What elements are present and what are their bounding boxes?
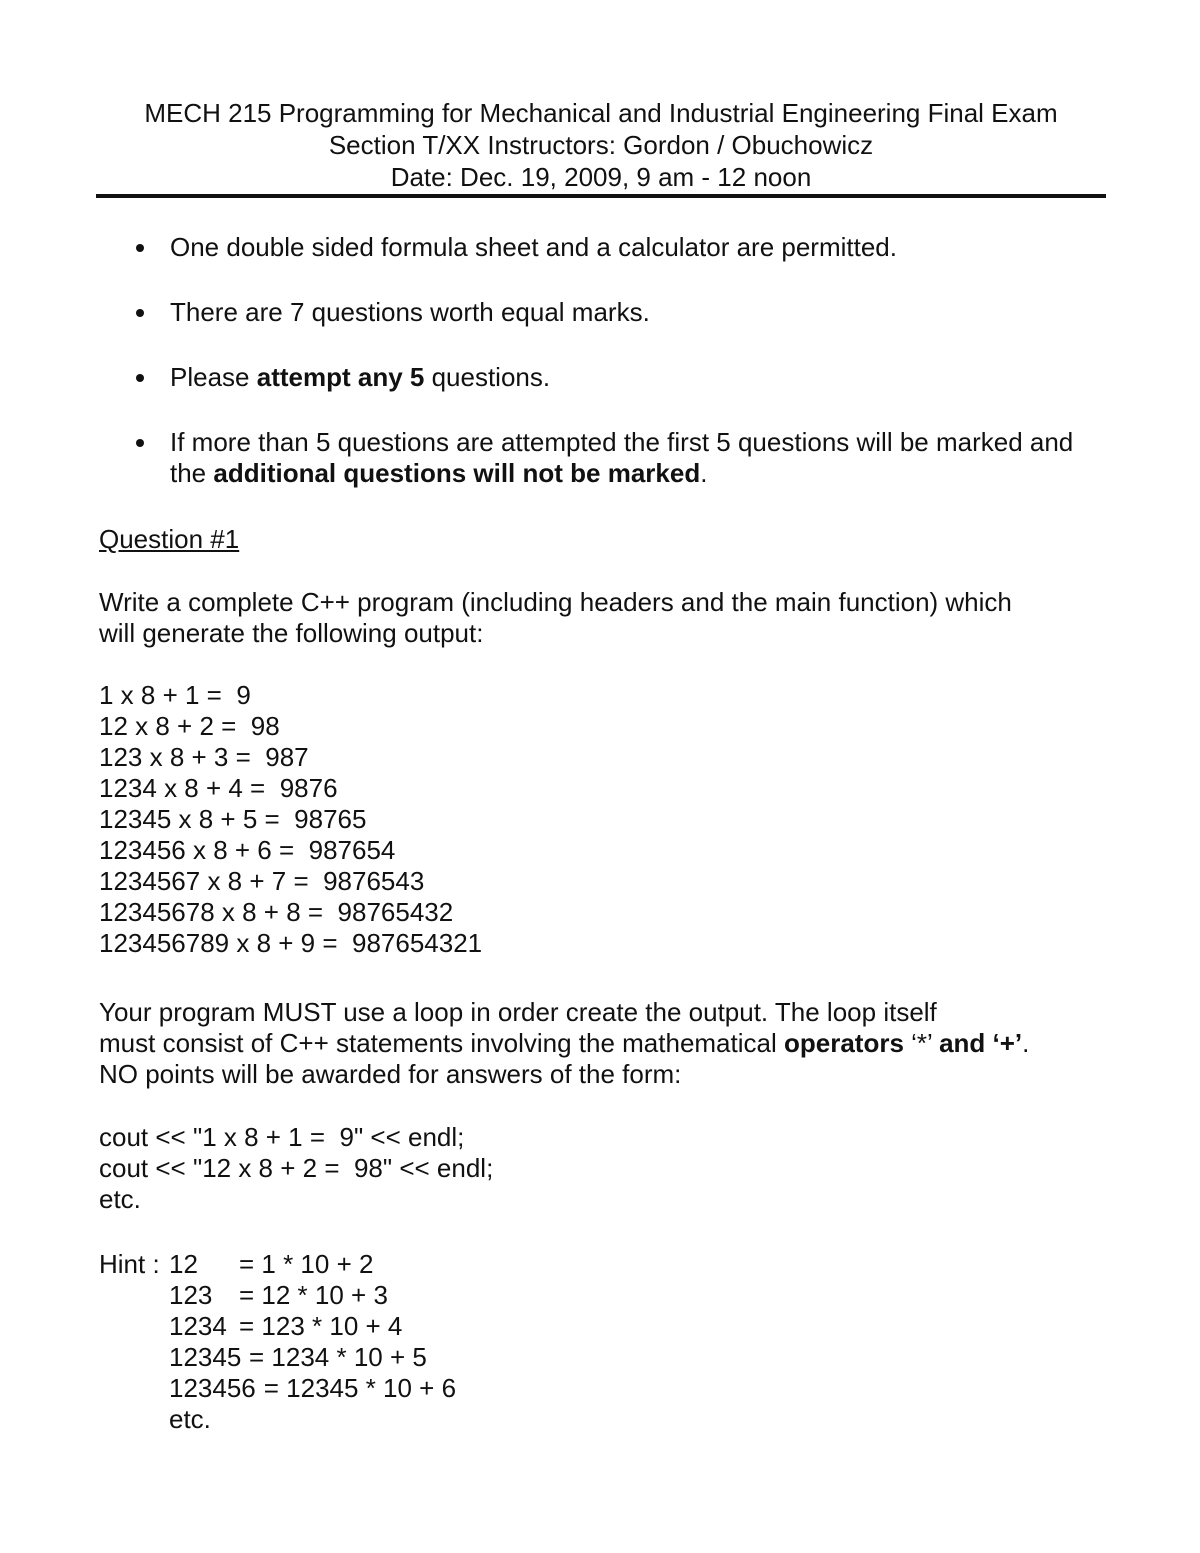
hint-number: 1234	[169, 1311, 227, 1341]
output-line: 123456 x 8 + 6 = 987654	[99, 835, 396, 865]
hint-number: 123456	[169, 1373, 256, 1403]
code-line: cout << "1 x 8 + 1 = 9" << endl;	[99, 1122, 465, 1152]
hint-formula: = 1 * 10 + 2	[239, 1249, 374, 1279]
requirement-line: Your program MUST use a loop in order create the output. The loop itself	[99, 997, 937, 1027]
bullet-icon	[136, 244, 144, 252]
bullet-icon	[136, 309, 144, 317]
instruction-text: There are 7 questions worth equal marks.	[170, 297, 650, 327]
hint-formula: = 1234 * 10 + 5	[249, 1342, 427, 1372]
hint-number: 12345	[169, 1342, 242, 1372]
output-line: 123456789 x 8 + 9 = 987654321	[99, 928, 483, 958]
hint-label: Hint :	[99, 1249, 167, 1279]
output-line: 1 x 8 + 1 = 9	[99, 680, 251, 710]
hint-formula: = 12 * 10 + 3	[239, 1280, 388, 1310]
requirements-paragraph	[99, 997, 1109, 1090]
instruction-text-post: questions.	[424, 362, 551, 392]
instruction-item	[130, 232, 1110, 263]
hint-row	[99, 1404, 1109, 1435]
question-intro	[99, 587, 1109, 649]
header-section-instructors: Section T/XX Instructors: Gordon / Obuchowicz	[328, 130, 874, 160]
header-course-title: MECH 215 Programming for Mechanical and Industrial Engineering Final Exam	[144, 98, 1058, 128]
requirement-bold: and ‘+’	[939, 1028, 1023, 1058]
instruction-text-post: .	[700, 458, 708, 488]
code-line: etc.	[99, 1184, 141, 1214]
hint-row	[99, 1373, 1109, 1404]
instruction-text-pre: If more than 5 questions are attempted the first 5 questions will be marked and the	[170, 427, 1074, 488]
header-divider	[96, 194, 1106, 198]
hint-number: 12	[169, 1249, 198, 1279]
output-line: 12345 x 8 + 5 = 98765	[99, 804, 367, 834]
requirement-line: NO points will be awarded for answers of the form:	[99, 1059, 682, 1089]
intro-line: Write a complete C++ program (including headers and the main function) which	[99, 587, 1012, 617]
requirement-line	[99, 1028, 1109, 1059]
bullet-icon	[136, 439, 144, 447]
hint-formula: = 123 * 10 + 4	[239, 1311, 403, 1341]
output-line: 123 x 8 + 3 = 987	[99, 742, 309, 772]
code-example	[99, 1122, 1109, 1215]
hint-row	[99, 1249, 1109, 1280]
output-line: 12345678 x 8 + 8 = 98765432	[99, 897, 454, 927]
requirement-text: must consist of C++ statements involving the mathematical	[99, 1028, 784, 1058]
hint-indent	[99, 1342, 169, 1373]
hint-formula: = 12345 * 10 + 6	[263, 1373, 457, 1403]
hint-indent	[99, 1280, 169, 1311]
hint-indent	[99, 1404, 169, 1435]
code-line: cout << "12 x 8 + 2 = 98" << endl;	[99, 1153, 494, 1183]
output-line: 1234567 x 8 + 7 = 9876543	[99, 866, 425, 896]
expected-output	[99, 680, 1109, 959]
requirement-bold: operators	[783, 1028, 904, 1058]
requirement-text: ‘*’	[903, 1028, 940, 1058]
exam-header	[96, 98, 1106, 194]
instruction-text-bold: additional questions will not be marked	[213, 458, 701, 488]
instruction-item	[130, 297, 1110, 328]
instruction-item	[130, 427, 1110, 489]
hint-indent	[99, 1373, 169, 1404]
instruction-item	[130, 362, 1110, 393]
hint-row	[99, 1342, 1109, 1373]
question-title: Question #1	[99, 524, 240, 554]
hint-row	[99, 1280, 1109, 1311]
output-line: 12 x 8 + 2 = 98	[99, 711, 280, 741]
instruction-text-bold: attempt any 5	[256, 362, 425, 392]
bullet-icon	[136, 374, 144, 382]
hint-number: 123	[169, 1280, 213, 1310]
instruction-text-pre: Please	[170, 362, 257, 392]
hint-row	[99, 1311, 1109, 1342]
hint-section	[99, 1249, 1109, 1435]
hint-indent	[99, 1311, 169, 1342]
instructions-list	[130, 232, 1110, 523]
output-line: 1234 x 8 + 4 = 9876	[99, 773, 338, 803]
hint-etc: etc.	[169, 1404, 211, 1434]
requirement-text: .	[1022, 1028, 1030, 1058]
instruction-text: One double sided formula sheet and a calculator are permitted.	[170, 232, 897, 262]
header-date: Date: Dec. 19, 2009, 9 am - 12 noon	[390, 162, 812, 192]
intro-line: will generate the following output:	[99, 618, 484, 648]
